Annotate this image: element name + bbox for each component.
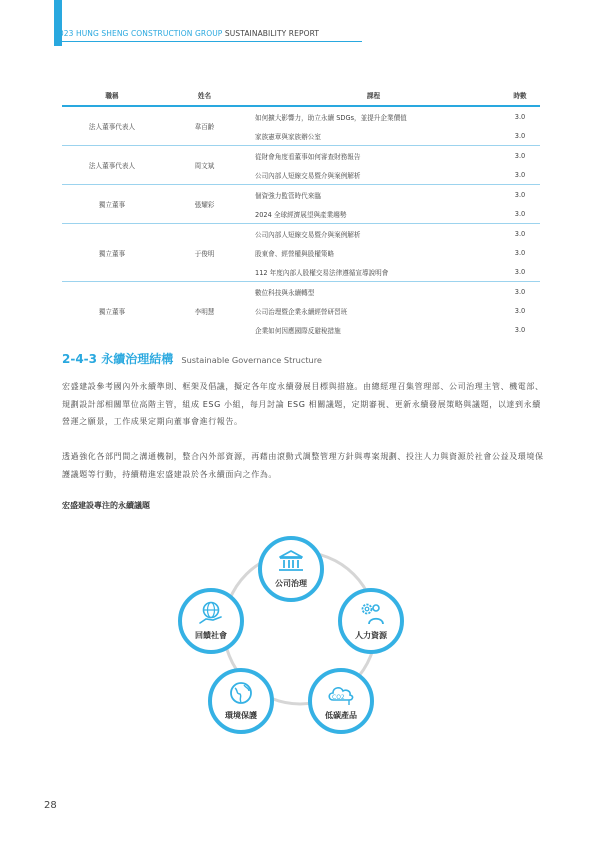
node-corporate-governance [258, 536, 324, 602]
director-title: 獨立董事 [62, 282, 162, 340]
course-hours: 3.0 [514, 209, 526, 218]
course-name: 企業如何因應國際反避稅措施 [255, 326, 341, 335]
co2-cloud-icon [327, 680, 355, 706]
course-hours: 3.0 [514, 170, 526, 179]
node-label: 人力資源 [355, 631, 387, 640]
building-icon [277, 548, 305, 574]
director-name: 李明慧 [162, 282, 247, 340]
node-label: 公司治理 [275, 579, 307, 588]
table-row [62, 106, 540, 126]
header-accent-bar [54, 0, 62, 46]
director-title: 法人董事代表人 [62, 106, 162, 146]
node-social-contribution [178, 588, 244, 654]
course-hours: 3.0 [514, 306, 526, 315]
section-title-en: Sustainable Governance Structure [181, 355, 322, 365]
course-hours: 3.0 [500, 106, 540, 126]
course-name: 112 年度內部人股權交易法律遵循宣導說明會 [255, 268, 389, 277]
header-title: 職稱 [62, 84, 162, 106]
body-paragraph: 透過強化各部門間之溝通機制，整合內外部資源，再藉由滾動式調整管理方針與專案規劃、投注人力與資源於社會公益及環境保護議題等行動，持續精進宏盛建設於各永續面向之作為。 [62, 452, 544, 479]
table-row [62, 185, 540, 205]
director-name: 張耀彩 [162, 185, 247, 224]
node-low-carbon-products [308, 668, 374, 734]
header-report: SUSTAINABILITY REPORT [222, 29, 320, 38]
header-course: 課程 [247, 84, 500, 106]
course-name: 股東會、經營權與股權策略 [255, 249, 335, 258]
node-human-resources [338, 588, 404, 654]
course-name: 2024 全球經濟展望與產業趨勢 [255, 210, 347, 219]
course-hours: 3.0 [500, 224, 540, 244]
report-header [54, 29, 319, 38]
node-label: 回饋社會 [195, 631, 227, 640]
globe-leaf-icon [227, 680, 255, 706]
focus-issues-title: 宏盛建設專注的永續議題 [62, 501, 150, 510]
node-label: 低碳產品 [325, 711, 357, 720]
course-hours: 3.0 [500, 282, 540, 302]
course-name: 家族憲章與家族辦公室 [255, 132, 321, 141]
section-title-zh: 永續治理結構 [101, 352, 174, 366]
sustainability-issues-diagram [178, 528, 418, 738]
body-paragraph: 宏盛建設參考國內外永續準則、框架及倡議，擬定各年度永續發展目標與措施。由總經理召集管理部、公司治理主管、機電部、規劃設計部相關單位高階主管，組成 ESG 小組，每月討論 ESG 相關議題，定期審視、更新永續發展策略與議題，以達到永續營運之願景，工作成果定期向董事會進行報告。 [62, 382, 544, 426]
svg-text:CO2: CO2 [332, 694, 345, 701]
course-name: 數位科技與永續轉型 [247, 282, 500, 302]
director-name: 周文斌 [162, 146, 247, 185]
course-name: 公司內部人短線交易暨介與案例解析 [255, 171, 361, 180]
table-row [62, 146, 540, 166]
course-name: 從財會角度看董事如何審查財務報告 [247, 146, 500, 166]
page-number: 28 [44, 800, 57, 811]
section-number: 2-4-3 [62, 352, 98, 366]
header-hours: 時數 [500, 84, 540, 106]
director-name: 于俊明 [162, 224, 247, 282]
director-title: 獨立董事 [62, 224, 162, 282]
course-name: 個資強力監管時代來臨 [247, 185, 500, 205]
section-heading [62, 350, 322, 367]
course-name: 如何擴大影響力，助立永續 SDGs，並提升企業價值 [247, 106, 500, 126]
globe-hand-icon [197, 600, 225, 626]
table-row [62, 224, 540, 244]
course-name: 公司治理暨企業永續經營研習班 [255, 307, 348, 316]
header-company: 2023 HUNG SHENG CONSTRUCTION GROUP [54, 29, 223, 38]
training-table [62, 84, 540, 339]
director-title: 法人董事代表人 [62, 146, 162, 185]
person-gear-icon [357, 600, 385, 626]
course-hours: 3.0 [500, 185, 540, 205]
course-name: 公司內部人短線交易暨介與案例解析 [247, 224, 500, 244]
director-title: 獨立董事 [62, 185, 162, 224]
course-hours: 3.0 [514, 131, 526, 140]
header-name: 姓名 [162, 84, 247, 106]
table-header-row [62, 84, 540, 106]
course-hours: 3.0 [500, 146, 540, 166]
header-rule [54, 41, 362, 42]
director-name: 韋百齡 [162, 106, 247, 146]
course-hours: 3.0 [514, 325, 526, 334]
table-row [62, 282, 540, 302]
course-hours: 3.0 [514, 248, 526, 257]
course-hours: 3.0 [514, 267, 526, 276]
node-label: 環境保護 [225, 711, 257, 720]
node-environmental-protection [208, 668, 274, 734]
